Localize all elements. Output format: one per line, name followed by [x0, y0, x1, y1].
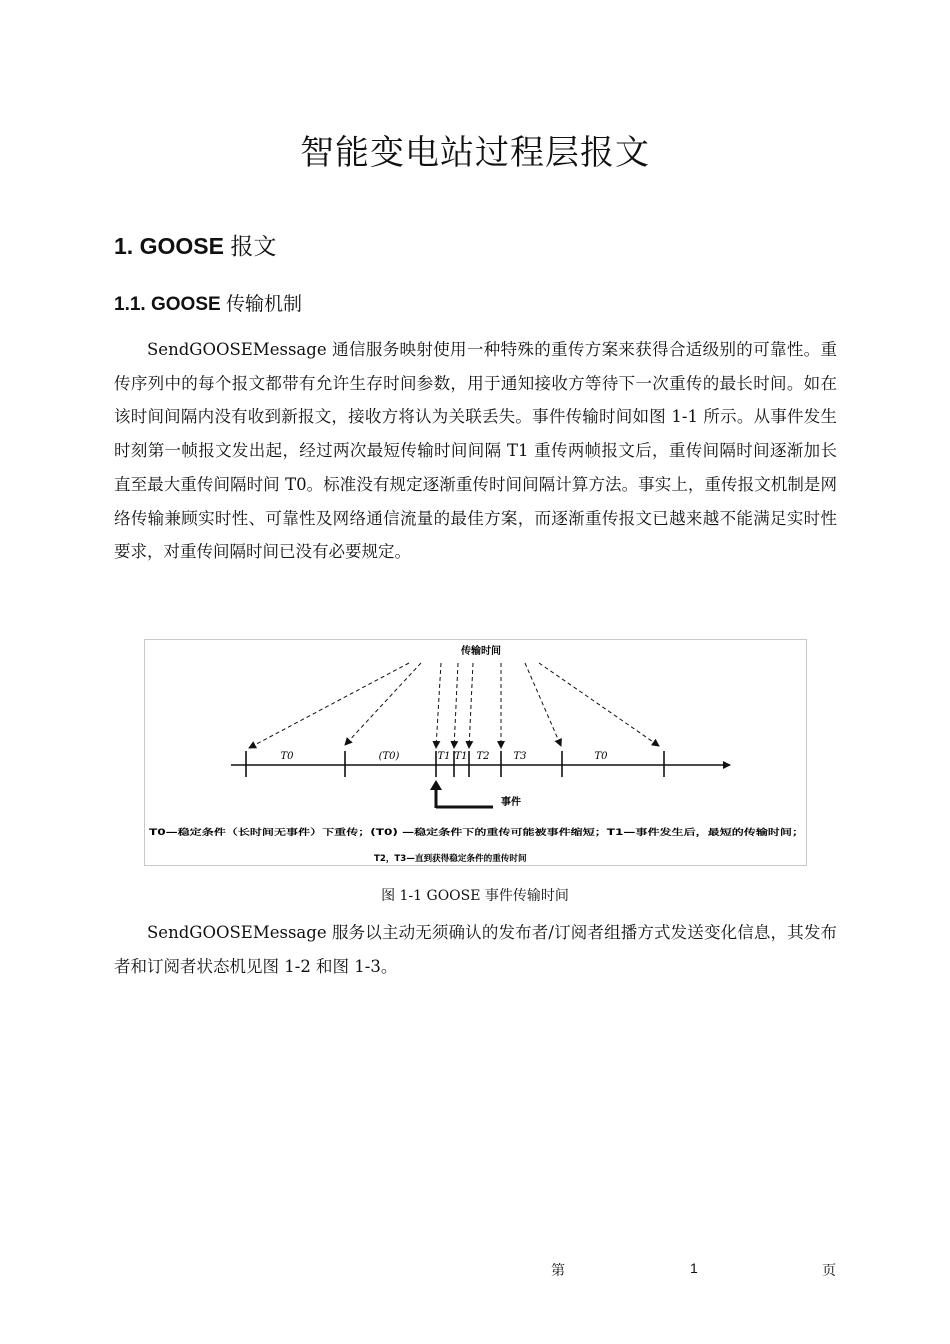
- section-heading-1: [114, 228, 276, 261]
- footer-page-number: 1: [690, 1260, 698, 1276]
- figure-top-label: 传输时间: [461, 646, 501, 657]
- dashed-arrow: [436, 663, 441, 748]
- body-paragraph-2: SendGOOSEMessage 服务以主动无须确认的发布者/订阅者组播方式发送变化信息，其发布者和订阅者状态机见图 1-2 和图 1-3。: [114, 923, 837, 976]
- interval-label: (T0): [378, 751, 400, 762]
- document-title: 智能变电站过程层报文: [300, 133, 650, 173]
- subsection-title-cjk: 传输机制: [225, 293, 302, 315]
- event-arrowhead: [430, 780, 442, 790]
- footer-suffix: 页: [822, 1263, 836, 1279]
- interval-label: T1: [437, 751, 451, 762]
- section-number: 1.: [114, 233, 134, 259]
- figure-caption: 图 1-1 GOOSE 事件传输时间: [381, 888, 569, 904]
- section-heading-1-1: [114, 289, 302, 316]
- dashed-arrow: [249, 663, 409, 748]
- figure-1-1: [144, 639, 807, 866]
- section-title-cjk: 报文: [230, 234, 277, 260]
- event-label: 事件: [501, 797, 521, 808]
- dashed-arrow: [454, 663, 458, 748]
- subsection-title-latin: GOOSE: [150, 294, 221, 315]
- interval-label: T0: [280, 751, 294, 762]
- interval-label: T1: [454, 751, 468, 762]
- footer-prefix: 第: [551, 1263, 565, 1279]
- dashed-arrow: [525, 663, 561, 746]
- body-paragraph-1: SendGOOSEMessage 通信服务映射使用一种特殊的重传方案来获得合适级别的可靠性。重传序列中的每个报文都带有允许生存时间参数，用于通知接收方等待下一次重传的最长时间。如在该时间间隔内没有收到新报文，接收方将认为关联丢失。事件传输时间如图 1-1 所示。从事件发生时刻第一帧报文发出起，经过两次最短传输时间间隔 T1 重传两帧报文后，重传间隔时间逐渐加长直至最大重传间隔时间 T0。标准没有规定逐渐重传时间间隔计算方法。事实上，重传报文机制是网络传输兼顾实时性、可靠性及网络通信流量的最佳方案，而逐渐重传报文已越来越不能满足实时性要求，对重传间隔时间已没有必要规定。: [114, 340, 837, 562]
- event-marker: [430, 780, 521, 808]
- dashed-arrow: [469, 663, 473, 748]
- figure-legend-line-1: T0—稳定条件（长时间无事件）下重传；(T0) —稳定条件下的重传可能被事件缩短；T1—事件发生后，最短的传输时间；: [149, 828, 617, 838]
- figure-legend-line-2: T2，T3—直到获得稳定条件的重传时间: [374, 854, 527, 864]
- interval-label: T2: [476, 751, 490, 762]
- section-title-latin: GOOSE: [139, 233, 224, 259]
- dashed-arrow: [539, 663, 659, 746]
- transmission-time-diagram: [145, 640, 808, 867]
- interval-label: T3: [513, 751, 527, 762]
- interval-label: T0: [594, 751, 608, 762]
- dashed-arrow: [345, 663, 421, 745]
- subsection-number: 1.1.: [114, 294, 146, 315]
